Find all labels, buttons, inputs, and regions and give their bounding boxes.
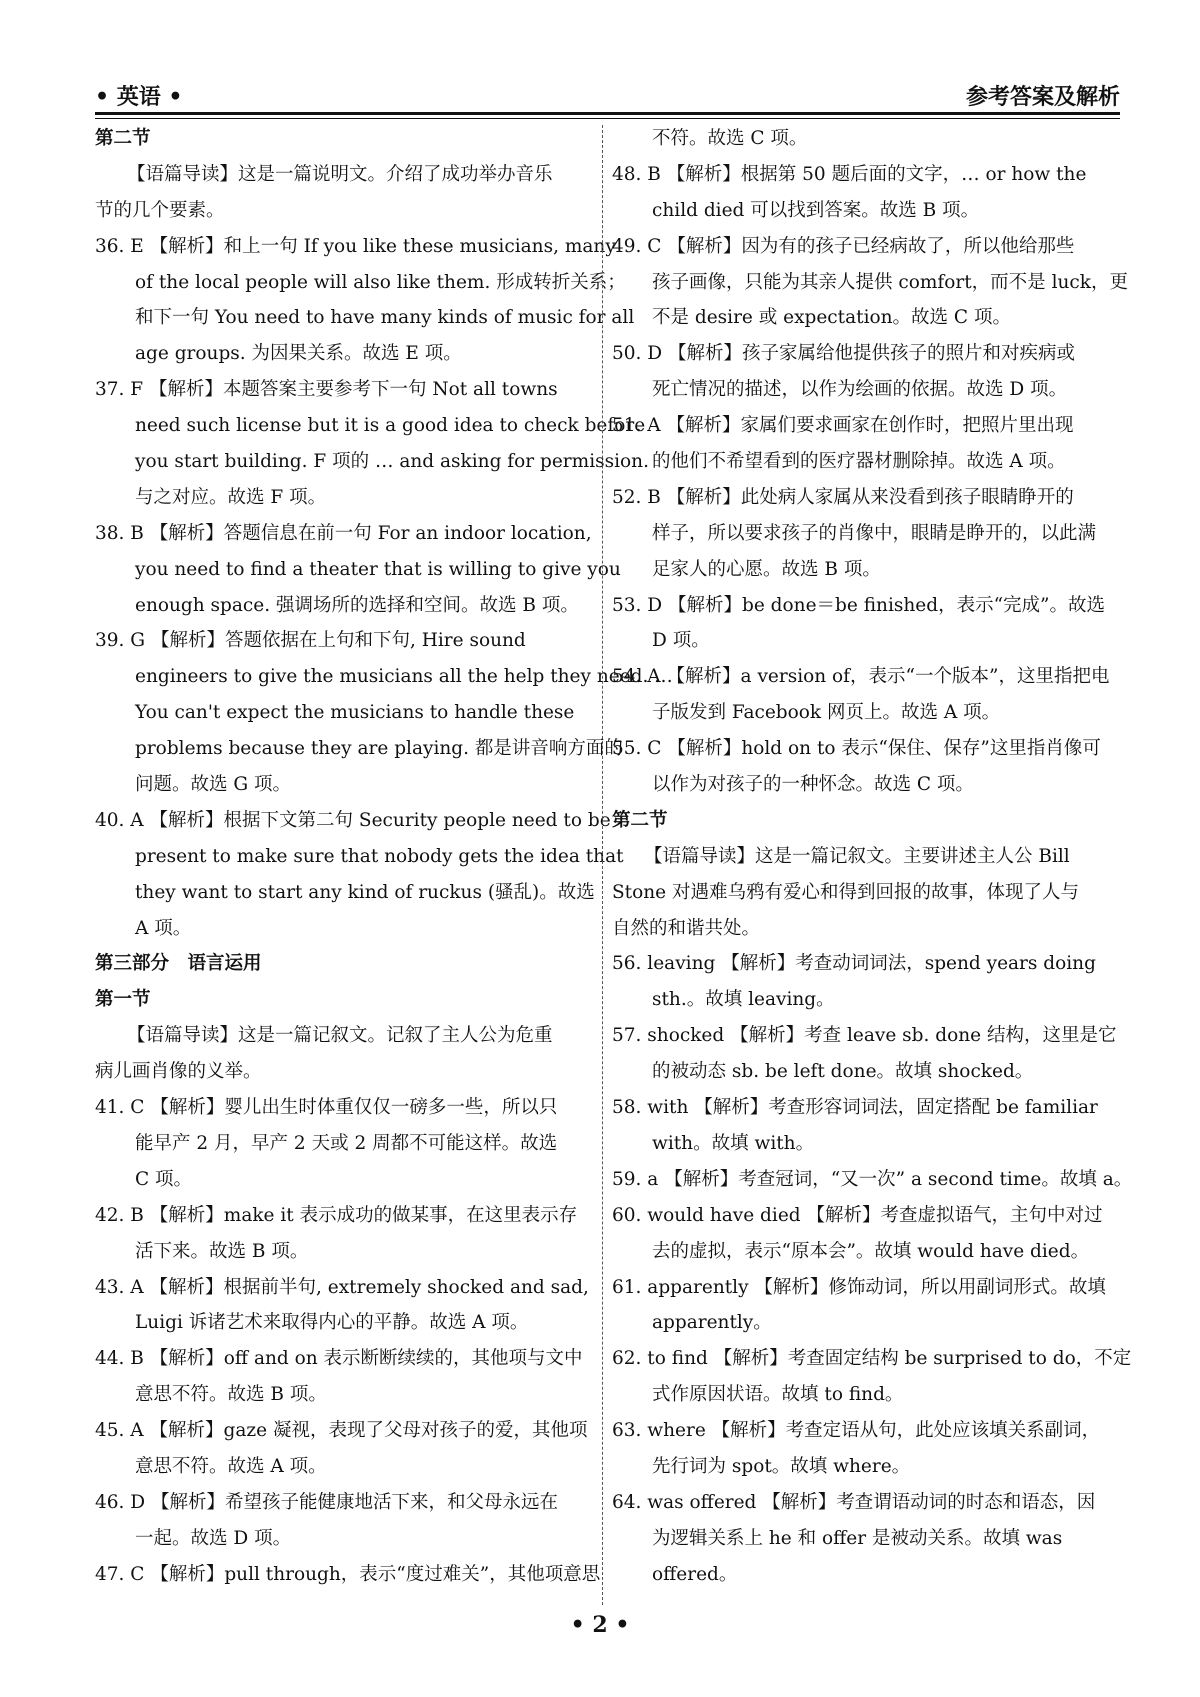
text-line: 64. was offered 【解析】考查谓语动词的时态和语态，因	[612, 1491, 1096, 1513]
text-line: 58. with 【解析】考查形容词词法，固定搭配 be familiar	[612, 1097, 1098, 1119]
text-line: child died 可以找到答案。故选 B 项。	[652, 199, 980, 221]
text-line: Luigi 诉诸艺术来取得内心的平静。故选 A 项。	[135, 1312, 529, 1334]
text-line: enough space. 强调场所的选择和空间。故选 B 项。	[135, 594, 579, 616]
text-line: 61. apparently 【解析】修饰动词，所以用副词形式。故填	[612, 1276, 1106, 1298]
text-line: 子版发到 Facebook 网页上。故选 A 项。	[652, 702, 1001, 724]
text-line: 的被动态 sb. be left done。故填 shocked。	[652, 1061, 1034, 1083]
text-line: present to make sure that nobody gets the idea that	[135, 845, 624, 867]
text-line: 意思不符。故选 A 项。	[135, 1455, 327, 1477]
text-line: you need to find a theater that is willing to give you	[135, 558, 621, 580]
text-line: 56. leaving 【解析】考查动词词法，spend years doing	[612, 953, 1096, 975]
text-line: 63. where 【解析】考查定语从句，此处应该填关系副词，	[612, 1420, 1101, 1442]
text-line: problems because they are playing. 都是讲音响方面的	[135, 738, 623, 760]
text-line: of the local people will also like them. 形成转折关系；	[135, 271, 626, 293]
right-column	[612, 121, 1133, 1593]
text-line: 59. a 【解析】考查冠词，“又一次” a second time。故填 a。	[612, 1168, 1133, 1190]
text-line: Stone 对遇难乌鸦有爱心和得到回报的故事，体现了人与	[612, 881, 1079, 903]
text-line: 第二节	[612, 809, 668, 831]
text-line: 39. G 【解析】答题依据在上句和下句, Hire sound	[95, 630, 526, 652]
text-line: D 项。	[652, 630, 710, 652]
text-line: 62. to find 【解析】考查固定结构 be surprised to do，不定	[612, 1348, 1132, 1370]
text-line: 自然的和谐共处。	[612, 917, 761, 939]
text-line: sth.。故填 leaving。	[652, 989, 835, 1011]
text-line: 能早产 2 月，早产 2 天或 2 周都不可能这样。故选	[135, 1132, 558, 1154]
text-line: 不符。故选 C 项。	[652, 128, 808, 149]
text-line: 42. B 【解析】make it 表示成功的做某事，在这里表示存	[95, 1204, 578, 1226]
text-line: you start building. F 项的 … and asking for permission.	[135, 451, 649, 473]
text-line: 和下一句 You need to have many kinds of music for all	[135, 307, 635, 329]
text-line: 49. C 【解析】因为有的孩子已经病故了，所以他给那些	[612, 235, 1075, 257]
text-line: 44. B 【解析】off and on 表示断断续续的，其他项与文中	[95, 1348, 583, 1370]
text-line: 【语篇导读】这是一篇记叙文。主要讲述主人公 Bill	[644, 845, 1070, 867]
page-header	[95, 80, 1120, 112]
text-line: 【语篇导读】这是一篇说明文。介绍了成功举办音乐	[127, 163, 553, 185]
text-line: 51. A 【解析】家属们要求画家在创作时，把照片里出现	[612, 415, 1074, 437]
text-line: 43. A 【解析】根据前半句, extremely shocked and sad,	[95, 1276, 589, 1298]
text-line: engineers to give the musicians all the help they need. …	[135, 666, 673, 688]
section-title: 参考答案及解析	[965, 84, 1120, 110]
text-line: 38. B 【解析】答题信息在前一句 For an indoor location,	[95, 522, 592, 544]
text-line: 47. C 【解析】pull through，表示“度过难关”，其他项意思	[95, 1563, 601, 1585]
text-line: 40. A 【解析】根据下文第二句 Security people need to be	[95, 809, 611, 831]
text-line: 第一节	[95, 989, 151, 1011]
text-line: 46. D 【解析】希望孩子能健康地活下来，和父母永远在	[95, 1491, 559, 1513]
text-line: 孩子画像，只能为其亲人提供 comfort，而不是 luck，更	[652, 271, 1128, 293]
text-line: 【语篇导读】这是一篇记叙文。记叙了主人公为危重	[127, 1025, 553, 1047]
text-line: 与之对应。故选 F 项。	[135, 486, 327, 508]
page-number: • 2 •	[570, 1612, 630, 1638]
text-line: 55. C 【解析】hold on to 表示“保住、保存”这里指肖像可	[612, 738, 1101, 760]
text-line: 45. A 【解析】gaze 凝视，表现了父母对孩子的爱，其他项	[95, 1420, 588, 1442]
left-column	[95, 121, 673, 1593]
text-line: 的他们不希望看到的医疗器材删除掉。故选 A 项。	[652, 451, 1066, 473]
text-line: apparently。	[652, 1312, 772, 1334]
column-divider	[602, 125, 603, 1605]
text-line: 48. B 【解析】根据第 50 题后面的文字，… or how the	[612, 163, 1087, 185]
text-line: 不是 desire 或 expectation。故选 C 项。	[652, 307, 1011, 329]
text-line: 意思不符。故选 B 项。	[135, 1384, 327, 1406]
text-line: 去的虚拟，表示“原本会”。故填 would have died。	[652, 1240, 1090, 1262]
text-line: age groups. 为因果关系。故选 E 项。	[135, 343, 462, 365]
text-line: 37. F 【解析】本题答案主要参考下一句 Not all towns	[95, 379, 558, 401]
text-line: 样子，所以要求孩子的肖像中，眼睛是睁开的，以此满	[652, 522, 1097, 544]
text-line: 第二节	[95, 128, 151, 149]
text-line: 先行词为 spot。故填 where。	[652, 1455, 911, 1477]
text-line: 41. C 【解析】婴儿出生时体重仅仅一磅多一些，所以只	[95, 1097, 558, 1119]
text-line: 一起。故选 D 项。	[135, 1527, 292, 1549]
text-line: 53. D 【解析】be done＝be finished，表示“完成”。故选	[612, 594, 1105, 616]
text-line: 52. B 【解析】此处病人家属从来没看到孩子眼睛睁开的	[612, 486, 1074, 508]
text-line: You can't expect the musicians to handle these	[135, 702, 575, 724]
text-line: offered。	[652, 1563, 738, 1585]
subject-label: • 英语 •	[95, 84, 183, 110]
text-line: 为逻辑关系上 he 和 offer 是被动关系。故填 was	[652, 1527, 1063, 1549]
text-line: 活下来。故选 B 项。	[135, 1240, 309, 1262]
header-rule-thick	[95, 112, 1120, 115]
text-line: 第三部分 语言运用	[95, 953, 262, 975]
text-line: 足家人的心愿。故选 B 项。	[652, 558, 881, 580]
text-line: 以作为对孩子的一种怀念。故选 C 项。	[652, 774, 974, 796]
text-line: they want to start any kind of ruckus (骚乱)。故选	[135, 881, 595, 903]
text-line: 式作原因状语。故填 to find。	[652, 1384, 904, 1406]
text-line: 问题。故选 G 项。	[135, 774, 292, 796]
text-line: A 项。	[135, 917, 192, 939]
text-line: 36. E 【解析】和上一句 If you like these musicians, many	[95, 235, 616, 257]
text-line: 57. shocked 【解析】考查 leave sb. done 结构，这里是它	[612, 1025, 1117, 1047]
header-rule-thin	[95, 118, 1120, 119]
text-line: 54. A 【解析】a version of，表示“一个版本”，这里指把电	[612, 666, 1110, 688]
text-line: 50. D 【解析】孩子家属给他提供孩子的照片和对疾病或	[612, 343, 1076, 365]
text-line: with。故填 with。	[652, 1132, 815, 1154]
text-line: 60. would have died 【解析】考查虚拟语气，主句中对过	[612, 1204, 1103, 1226]
text-line: 死亡情况的描述，以作为绘画的依据。故选 D 项。	[652, 379, 1068, 401]
text-line: need such license but it is a good idea to check before	[135, 415, 646, 437]
text-line: 病儿画肖像的义举。	[95, 1061, 262, 1083]
text-line: 节的几个要素。	[95, 199, 225, 221]
text-line: C 项。	[135, 1168, 193, 1190]
